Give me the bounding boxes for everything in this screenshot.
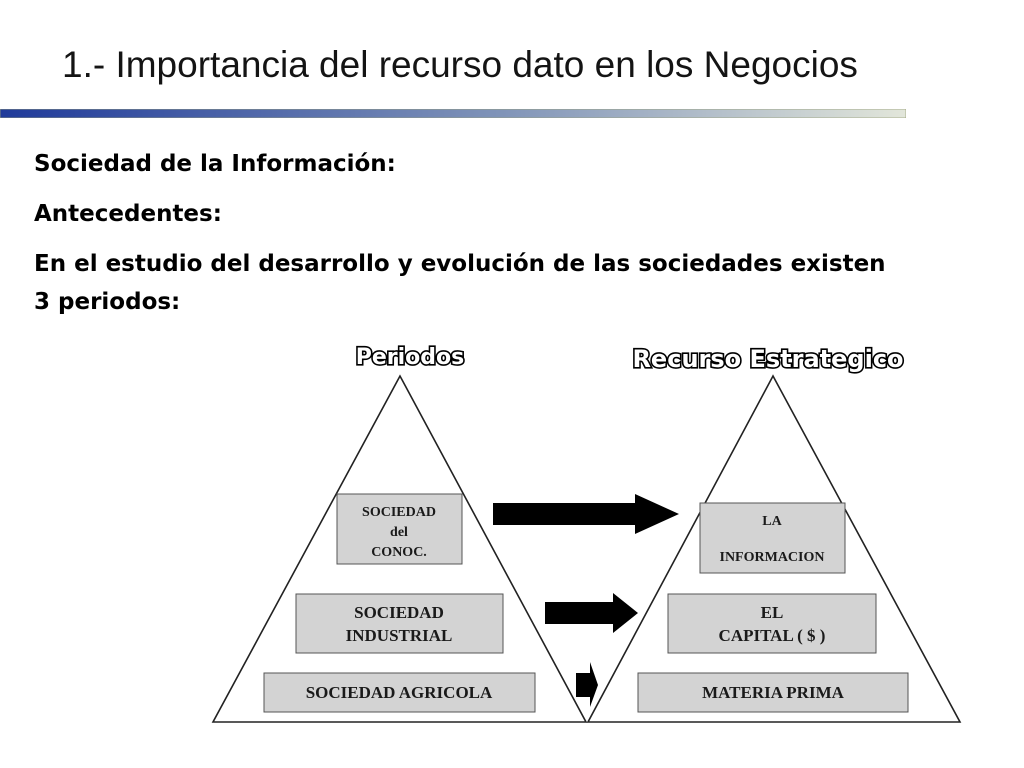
svg-text:CONOC.: CONOC.: [371, 545, 427, 560]
box-information: [700, 503, 845, 573]
arrow-knowledge-to-information: [493, 494, 679, 534]
svg-text:del: del: [390, 525, 408, 540]
intro-text-line-1: En el estudio del desarrollo y evolución de las sociedades existen: [34, 251, 886, 277]
arrow-industrial-to-capital: [545, 593, 638, 633]
box-industrial-society: [296, 594, 503, 653]
box-agricultural-society: [264, 673, 535, 712]
svg-text:SOCIEDAD: SOCIEDAD: [362, 505, 436, 520]
svg-text:SOCIEDAD: SOCIEDAD: [354, 603, 444, 622]
periods-heading: Periodos: [355, 345, 465, 370]
slide-title: 1.- Importancia del recurso dato en los Negocios: [62, 44, 858, 85]
box-raw-material: [638, 673, 908, 712]
svg-text:EL: EL: [760, 603, 784, 622]
svg-text:MATERIA PRIMA: MATERIA PRIMA: [702, 683, 844, 702]
arrow-agricultural-to-raw-material: [576, 662, 598, 707]
society-heading: Sociedad de la Información:: [34, 151, 396, 177]
svg-text:LA: LA: [762, 514, 782, 529]
box-knowledge-society: [337, 494, 462, 564]
background-heading: Antecedentes:: [34, 201, 222, 227]
strategic-resource-heading: Recurso Estrategico: [632, 345, 904, 373]
box-capital: [668, 594, 876, 653]
svg-text:INDUSTRIAL: INDUSTRIAL: [345, 626, 453, 645]
svg-text:INFORMACION: INFORMACION: [719, 550, 825, 565]
intro-text-line-2: 3 periodos:: [34, 289, 181, 315]
svg-text:SOCIEDAD AGRICOLA: SOCIEDAD AGRICOLA: [305, 683, 493, 702]
svg-text:CAPITAL ( $ ): CAPITAL ( $ ): [718, 626, 826, 645]
